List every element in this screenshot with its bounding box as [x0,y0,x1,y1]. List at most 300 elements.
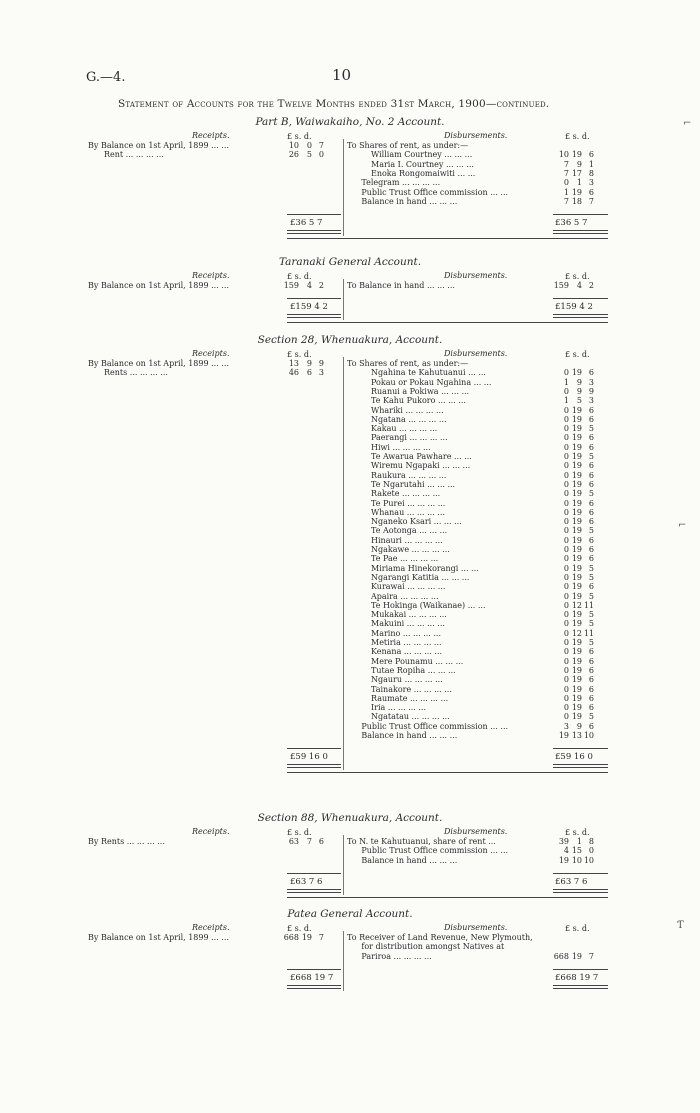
disbursement-amount-shillings: 13 [571,731,582,740]
disbursement-amount-pence: 6 [588,405,594,415]
disbursement-amount-shillings: 19 [571,517,582,527]
disbursement-amount [553,856,594,865]
receipts-total: £159 4 2 [290,302,328,313]
receipt-amount-shillings: 4 [306,281,312,290]
disbursement-amount-pounds: 0 [563,638,569,647]
disbursement-line: Enoka Rongomaiwiti ... ... [371,168,476,178]
disbursement-amount-pounds: 0 [563,498,569,508]
receipt-amount [283,359,324,368]
disbursement-line: for distribution amongst Natives at [361,942,505,952]
disbursement-line: Miriama Hinekorangi ... ... [371,563,479,573]
disbursement-line: Hiwi ... ... ... ... [371,442,431,452]
disbursement-line: Maria I. Courtney ... ... ... [371,159,474,169]
sum-rule [553,298,608,299]
disbursement-amount [553,461,594,470]
disbursement-amount-pence: 6 [588,703,594,713]
receipt-amount-shillings: 9 [306,359,312,368]
disbursement-amount-pence: 3 [588,396,594,406]
disbursement-amount-pounds: 0 [563,591,569,601]
receipts-total: £63 7 6 [290,876,323,887]
currency-heading: £ s. d. [565,828,590,837]
total-double-rule [553,230,608,234]
disbursements-total: £668 19 7 [555,972,599,983]
disbursement-line: Balance in hand ... ... ... [361,855,458,865]
disbursement-amount-pounds: 0 [563,619,569,629]
account-section [0,256,700,313]
currency-heading: £ s. d. [287,350,312,359]
disbursement-amount-pounds: 19 [558,855,569,865]
disbursement-amount-pence: 5 [588,712,594,722]
column-divider [343,139,344,236]
disbursement-amount-shillings: 19 [571,703,582,713]
disbursement-amount-shillings: 19 [571,675,582,685]
account-title: Taranaki General Account. [278,256,422,268]
disbursement-amount-shillings: 1 [576,837,582,846]
disbursement-amount-pounds: 0 [563,433,569,443]
column-divider [343,835,344,895]
disbursement-amount-shillings: 19 [571,489,582,499]
disbursement-amount-pence: 7 [588,951,594,961]
disbursement-amount-pounds: 7 [563,159,569,169]
disbursement-amount-pence: 6 [588,535,594,545]
receipts-total: £59 16 0 [290,752,328,763]
disbursement-amount-shillings: 19 [571,414,582,424]
disbursement-amount-pounds: 0 [563,414,569,424]
receipts-heading: Receipts. [192,923,230,932]
disbursement-amount-pounds: 0 [563,452,569,461]
disbursement-amount-shillings: 19 [571,563,582,573]
page-number: 10 [332,66,352,84]
account-section [0,812,700,887]
disbursement-line: Hinauri ... ... ... ... [371,535,443,545]
disbursement-amount-pounds: 0 [563,368,569,378]
disbursement-amount-pence: 6 [588,554,594,564]
disbursement-amount-pence: 8 [588,837,594,846]
disbursement-line: Apaira ... ... ... ... [371,591,439,601]
disbursement-amount [553,685,594,694]
disbursement-amount-shillings: 19 [571,545,582,554]
disbursement-amount-shillings: 19 [571,535,582,545]
disbursement-amount [553,837,594,846]
disbursement-amount-pounds: 0 [563,600,569,610]
disbursement-amount [553,666,594,675]
disbursement-amount-pence: 5 [588,638,594,647]
document-reference: G.—4. [86,70,126,85]
disbursement-amount-pounds: 0 [563,461,569,471]
disbursement-amount [553,573,594,582]
disbursement-amount-shillings: 19 [571,470,582,480]
disbursement-amount-pounds: 7 [563,196,569,206]
disbursement-amount-pence: 6 [588,187,594,197]
disbursement-line: To N. te Kahutuanui, share of rent ... [347,837,496,846]
disbursement-amount-pounds: 0 [563,405,569,415]
disbursement-amount [553,952,594,961]
disbursement-amount-pence: 6 [588,461,594,471]
disbursement-line: Metiria ... ... ... ... [371,638,442,647]
disbursement-amount-pounds: 0 [563,470,569,480]
disbursement-amount [553,424,594,433]
column-divider [343,279,344,320]
disbursement-amount [553,489,594,498]
disbursement-amount-shillings: 19 [571,647,582,657]
disbursement-amount [553,433,594,442]
disbursement-amount [553,629,594,638]
disbursement-amount-pounds: 0 [563,424,569,434]
sum-rule [553,214,608,215]
disbursement-amount-shillings: 19 [571,498,582,508]
column-divider [343,357,344,770]
sum-rule [287,214,341,215]
disbursement-line: Pariroa ... ... ... ... [361,951,432,961]
disbursements-heading: Disbursements. [444,131,508,140]
disbursement-amount-shillings: 19 [571,638,582,647]
disbursement-amount-pounds: 0 [563,507,569,517]
disbursement-amount-shillings: 19 [571,368,582,378]
disbursement-amount [553,169,594,178]
section-separator [287,238,608,239]
disbursement-amount-pence: 6 [588,414,594,424]
disbursement-amount-pounds: 159 [553,281,569,290]
disbursement-amount-shillings: 5 [576,396,582,406]
disbursement-amount-pence: 11 [583,600,594,610]
disbursement-line: Iria ... ... ... ... [371,703,426,713]
disbursement-amount-shillings: 1 [576,178,582,188]
disbursement-amount [553,731,594,740]
disbursement-amount-pounds: 0 [563,656,569,666]
disbursement-amount-pence: 1 [588,159,594,169]
disbursement-amount-pounds: 39 [558,837,569,846]
receipt-amount [283,837,324,846]
disbursement-amount-pence: 6 [588,517,594,527]
disbursement-amount-pence: 3 [588,178,594,188]
currency-heading: £ s. d. [565,272,590,281]
disbursement-line: Ngatana ... ... ... ... [371,414,447,424]
disbursement-line: Kakau ... ... ... ... [371,424,438,434]
disbursement-amount-pence: 10 [583,855,594,865]
disbursement-amount-pence: 5 [588,424,594,434]
receipt-amount-shillings: 6 [306,368,312,378]
disbursement-line: William Courtney ... ... ... [371,150,473,160]
disbursement-amount [553,443,594,452]
disbursement-amount-pence: 5 [588,619,594,629]
account-title: Section 28, Whenuakura, Account. [257,334,443,346]
disbursement-amount-pounds: 0 [563,703,569,713]
disbursement-amount [553,694,594,703]
margin-mark: ⌐ [678,520,687,531]
disbursement-line: Raumate ... ... ... ... [371,693,449,703]
currency-heading: £ s. d. [287,132,312,141]
disbursement-line: Te Purei ... ... ... ... [371,498,446,508]
disbursement-line: Te Kahu Pukoro ... ... ... [371,396,466,406]
disbursement-line: To Receiver of Land Revenue, New Plymouth, [347,933,533,942]
disbursement-amount [553,647,594,656]
disbursement-line: Kenana ... ... ... ... [371,647,443,657]
disbursement-amount-pounds: 0 [563,554,569,564]
disbursement-amount-pounds: 0 [563,675,569,685]
disbursement-amount-pence: 5 [588,452,594,461]
disbursement-amount-shillings: 19 [571,433,582,443]
receipt-amount-pounds: 13 [288,359,299,368]
account-section [0,908,700,983]
disbursement-line: To Shares of rent, as under:— [347,141,469,150]
disbursement-amount-shillings: 19 [571,554,582,564]
total-double-rule [287,230,341,234]
disbursement-amount-pence: 10 [583,731,594,740]
disbursement-amount-pounds: 0 [563,684,569,694]
disbursement-amount-shillings: 19 [571,461,582,471]
disbursement-line: Telegram ... ... ... ... [361,178,441,188]
receipt-amount-pence: 6 [318,837,324,846]
receipt-amount [283,368,324,377]
disbursement-amount-pounds: 668 [553,951,569,961]
disbursement-line: Ruanui a Pokiwa ... ... ... [371,386,470,396]
disbursement-amount-pence: 5 [588,610,594,620]
receipt-line: Rent ... ... ... ... [104,150,164,160]
disbursements-heading: Disbursements. [444,827,508,836]
receipt-amount-pounds: 46 [288,368,299,378]
disbursement-line: Public Trust Office commission ... ... [361,187,509,197]
receipt-line: Rents ... ... ... ... [104,368,168,378]
disbursement-amount-shillings: 19 [571,582,582,592]
disbursement-amount-pence: 6 [588,150,594,160]
currency-heading: £ s. d. [565,132,590,141]
receipt-line: By Balance on 1st April, 1899 ... ... [88,933,229,942]
disbursement-amount-pounds: 0 [563,693,569,703]
disbursement-amount-pence: 6 [588,656,594,666]
currency-heading: £ s. d. [287,828,312,837]
disbursement-amount-pounds: 0 [563,572,569,582]
disbursement-amount-pounds: 0 [563,665,569,675]
disbursement-amount-pence: 5 [588,526,594,536]
disbursement-line: To Balance in hand ... ... ... [347,281,455,290]
total-double-rule [287,764,341,768]
disbursement-amount [553,178,594,187]
disbursements-heading: Disbursements. [444,271,508,280]
disbursement-amount [553,517,594,526]
disbursement-amount-pence: 6 [588,368,594,378]
receipt-amount [283,150,324,159]
disbursement-amount-pounds: 4 [563,846,569,856]
disbursement-amount [553,592,594,601]
disbursement-amount-shillings: 9 [576,386,582,396]
receipt-amount-pounds: 159 [283,281,299,290]
account-section [0,116,700,229]
disbursement-amount [553,415,594,424]
disbursement-amount-pence: 3 [588,377,594,387]
statement-title: Statement of Accounts for the Twelve Months ended 31st March, 1900—continued. [118,98,550,110]
disbursement-line: Public Trust Office commission ... ... [361,721,509,731]
disbursement-line: Ngakawe ... ... ... ... [371,545,450,554]
total-double-rule [553,889,608,893]
disbursement-amount-pounds: 0 [563,582,569,592]
disbursement-amount [553,197,594,206]
receipt-amount-pounds: 10 [288,141,299,150]
disbursement-amount-pence: 6 [588,675,594,685]
disbursement-amount-pence: 6 [588,684,594,694]
disbursement-amount-pence: 11 [583,628,594,638]
disbursements-total: £36 5 7 [555,218,588,229]
disbursement-amount-shillings: 17 [571,168,582,178]
disbursement-line: Te Hokinga (Waikanae) ... ... [371,600,486,610]
disbursement-amount [553,564,594,573]
disbursement-amount-pence: 8 [588,168,594,178]
disbursement-line: Makuini ... ... ... ... [371,619,445,629]
account-title: Part B, Waiwakaiho, No. 2 Account. [255,116,445,128]
disbursement-line: Rakete ... ... ... ... [371,489,441,499]
disbursement-amount-pounds: 0 [563,563,569,573]
disbursement-amount [553,150,594,159]
disbursement-amount-pence: 6 [588,507,594,517]
disbursement-amount [553,582,594,591]
total-double-rule [553,314,608,318]
disbursement-line: Ngatatau ... ... ... ... [371,712,450,722]
disbursement-amount-shillings: 19 [571,507,582,517]
receipts-total: £36 5 7 [290,218,323,229]
disbursement-line: Ngauru ... ... ... ... [371,675,443,685]
margin-mark: ⌐ [683,118,692,129]
currency-heading: £ s. d. [565,924,590,933]
disbursement-line: To Shares of rent, as under:— [347,359,469,368]
disbursement-amount-shillings: 19 [571,693,582,703]
disbursement-amount [553,712,594,721]
disbursement-amount-pence: 7 [588,196,594,206]
receipt-line: By Balance on 1st April, 1899 ... ... [88,141,229,150]
disbursement-amount-pence: 6 [588,442,594,452]
total-double-rule [287,889,341,893]
disbursement-line: Mukakai ... ... ... ... [371,610,447,620]
disbursement-amount-pence: 6 [588,433,594,443]
disbursement-amount [553,368,594,377]
disbursement-line: Nganeko Ksari ... ... ... [371,517,462,527]
disbursement-amount-shillings: 12 [571,628,582,638]
disbursement-amount-pounds: 0 [563,647,569,657]
receipt-amount-shillings: 0 [306,141,312,150]
disbursement-line: Marino ... ... ... ... [371,628,441,638]
disbursement-amount-pounds: 0 [563,545,569,554]
disbursement-amount-pounds: 3 [563,721,569,731]
disbursement-amount-pence: 6 [588,647,594,657]
receipt-amount-pence: 7 [318,141,324,150]
disbursement-amount [553,619,594,628]
disbursement-amount-pence: 5 [588,563,594,573]
disbursement-amount-pounds: 0 [563,178,569,188]
receipt-amount-pounds: 63 [288,837,299,846]
receipt-amount-pounds: 26 [288,150,299,160]
disbursement-amount-pounds: 1 [563,396,569,406]
sum-rule [287,873,341,874]
disbursement-amount-shillings: 19 [571,187,582,197]
disbursement-amount-pounds: 0 [563,610,569,620]
disbursements-heading: Disbursements. [444,349,508,358]
total-double-rule [287,314,341,318]
disbursement-amount [553,387,594,396]
disbursement-line: Te Ngarutahi ... ... ... [371,479,456,489]
disbursement-amount-shillings: 9 [576,721,582,731]
disbursement-amount-shillings: 19 [571,479,582,489]
disbursement-line: Tainakore ... ... ... ... [371,684,452,694]
currency-heading: £ s. d. [287,272,312,281]
disbursement-amount-pounds: 0 [563,517,569,527]
disbursement-amount [553,638,594,647]
section-separator [287,897,608,898]
disbursement-line: Whariki ... ... ... ... [371,405,444,415]
disbursement-amount [553,188,594,197]
disbursement-amount-pence: 5 [588,591,594,601]
disbursements-total: £63 7 6 [555,876,588,887]
disbursement-amount [553,471,594,480]
sum-rule [553,748,608,749]
disbursement-amount [553,452,594,461]
disbursement-amount-pounds: 10 [558,150,569,160]
disbursement-line: Te Pae ... ... ... ... [371,554,439,564]
disbursement-amount-pounds: 0 [563,489,569,499]
disbursement-amount [553,675,594,684]
disbursement-amount [553,703,594,712]
disbursement-line: Te Aotonga ... ... ... [371,526,448,536]
disbursement-amount [553,480,594,489]
disbursement-amount [553,610,594,619]
disbursement-amount-pence: 6 [588,665,594,675]
receipt-amount [283,281,324,290]
disbursement-amount-pence: 6 [588,479,594,489]
disbursement-line: Raukura ... ... ... ... [371,470,447,480]
sum-rule [287,748,341,749]
disbursement-amount-pence: 6 [588,498,594,508]
disbursement-line: Ngarangi Katitia ... ... ... [371,572,470,582]
disbursement-line: Ngahina te Kahutuanui ... ... [371,368,486,378]
disbursement-amount-shillings: 19 [571,610,582,620]
disbursement-amount [553,601,594,610]
disbursement-amount-pounds: 0 [563,712,569,722]
receipt-line: By Balance on 1st April, 1899 ... ... [88,281,229,290]
disbursement-amount-pence: 2 [588,281,594,290]
disbursement-amount-pence: 5 [588,572,594,582]
disbursement-amount [553,406,594,415]
currency-heading: £ s. d. [287,924,312,933]
sum-rule [553,969,608,970]
disbursement-line: Tutae Ropiha ... ... ... [371,665,456,675]
disbursement-amount [553,657,594,666]
receipt-amount-shillings: 7 [306,837,312,846]
receipt-amount-pence: 3 [318,368,324,378]
total-double-rule [553,764,608,768]
disbursement-line: Kurawai ... ... ... ... [371,582,446,592]
disbursement-amount-shillings: 19 [571,452,582,461]
disbursement-amount-shillings: 10 [571,855,582,865]
receipt-amount-pence: 7 [318,933,324,942]
disbursement-amount-shillings: 19 [571,150,582,160]
disbursement-amount-pence: 0 [588,846,594,856]
section-separator [287,772,608,773]
disbursement-amount-pounds: 0 [563,442,569,452]
disbursement-line: Paerangi ... ... ... ... [371,433,448,443]
disbursement-amount-pounds: 19 [558,731,569,740]
receipt-amount [283,933,324,942]
receipt-line: By Balance on 1st April, 1899 ... ... [88,359,229,368]
disbursement-amount-shillings: 19 [571,656,582,666]
disbursements-total: £159 4 2 [555,302,593,313]
receipt-amount-pounds: 668 [283,933,299,942]
disbursement-amount-pounds: 1 [563,377,569,387]
disbursement-amount [553,722,594,731]
disbursement-amount-shillings: 19 [571,665,582,675]
disbursement-amount-shillings: 19 [571,684,582,694]
receipts-heading: Receipts. [192,271,230,280]
total-double-rule [287,985,341,989]
disbursement-amount [553,499,594,508]
account-section [0,334,700,763]
disbursement-amount-pounds: 0 [563,628,569,638]
